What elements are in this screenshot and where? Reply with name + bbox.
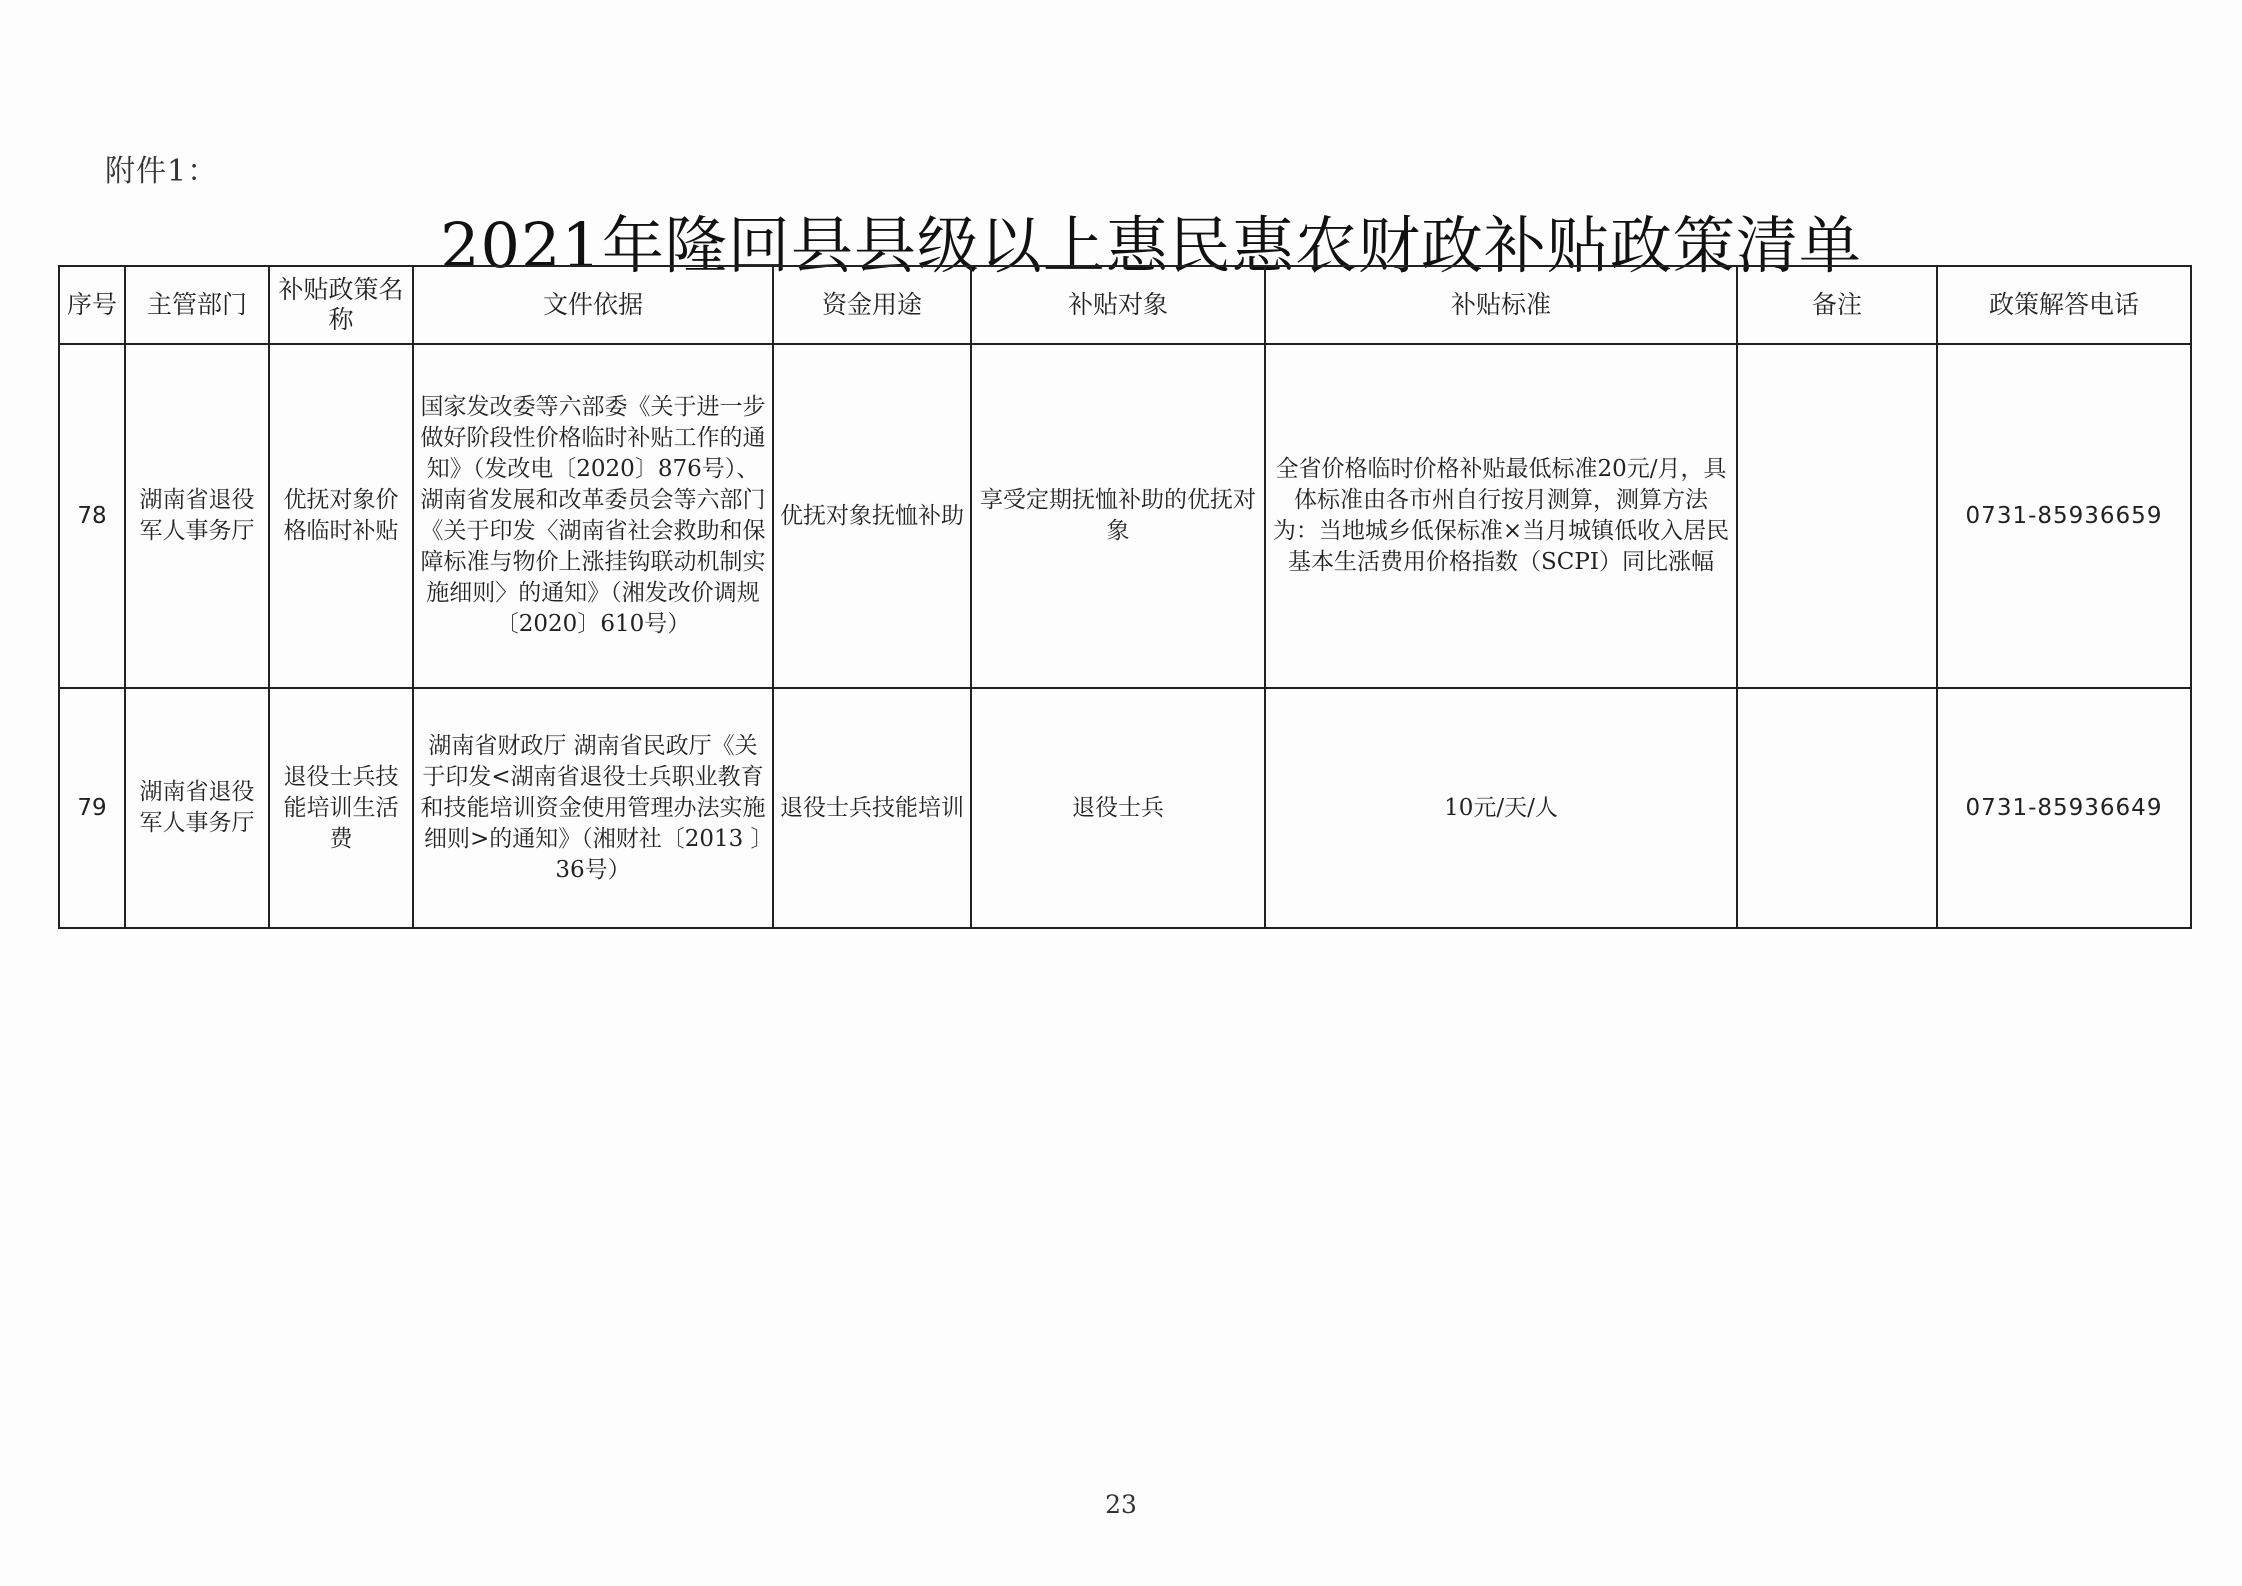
page-number: 23 [1105,1490,1137,1519]
cell-remark [1737,344,1937,688]
header-basis: 文件依据 [413,266,773,344]
header-policy-name: 补贴政策名称 [269,266,413,344]
cell-policy-name: 优抚对象价格临时补贴 [269,344,413,688]
header-seq: 序号 [59,266,125,344]
cell-basis: 湖南省财政厅 湖南省民政厅《关于印发<湖南省退役士兵职业教育和技能培训资金使用管理办法实施细则>的通知》（湘财社〔2013 〕36号） [413,688,773,928]
cell-standard: 全省价格临时价格补贴最低标准20元/月，具体标准由各市州自行按月测算，测算方法为：当地城乡低保标准×当月城镇低收入居民基本生活费用价格指数（SCPI）同比涨幅 [1265,344,1737,688]
cell-remark [1737,688,1937,928]
cell-usage: 优抚对象抚恤补助 [773,344,971,688]
document-title: 2021年隆回县县级以上惠民惠农财政补贴政策清单 [440,209,1862,282]
cell-phone: 0731-85936659 [1937,344,2191,688]
header-remark: 备注 [1737,266,1937,344]
header-row [59,266,2191,344]
cell-standard: 10元/天/人 [1265,688,1737,928]
cell-dept: 湖南省退役军人事务厅 [125,688,269,928]
cell-dept: 湖南省退役军人事务厅 [125,344,269,688]
table-row [59,344,2191,688]
header-target: 补贴对象 [971,266,1265,344]
cell-target: 享受定期抚恤补助的优抚对象 [971,344,1265,688]
policy-table [58,265,2192,929]
header-dept: 主管部门 [125,266,269,344]
cell-policy-name: 退役士兵技能培训生活费 [269,688,413,928]
policy-table-wrapper [58,265,2190,929]
cell-basis: 国家发改委等六部委《关于进一步做好阶段性价格临时补贴工作的通知》（发改电〔2020〕876号）、湖南省发展和改革委员会等六部门《关于印发〈湖南省社会救助和保障标准与物价上涨挂钩联动机制实施细则〉的通知》（湘发改价调规〔2020〕610号） [413,344,773,688]
cell-phone: 0731-85936649 [1937,688,2191,928]
table-row [59,688,2191,928]
cell-usage: 退役士兵技能培训 [773,688,971,928]
cell-target: 退役士兵 [971,688,1265,928]
header-standard: 补贴标准 [1265,266,1737,344]
cell-seq: 79 [59,688,125,928]
header-usage: 资金用途 [773,266,971,344]
header-phone: 政策解答电话 [1937,266,2191,344]
cell-seq: 78 [59,344,125,688]
attachment-label: 附件1： [105,154,219,189]
